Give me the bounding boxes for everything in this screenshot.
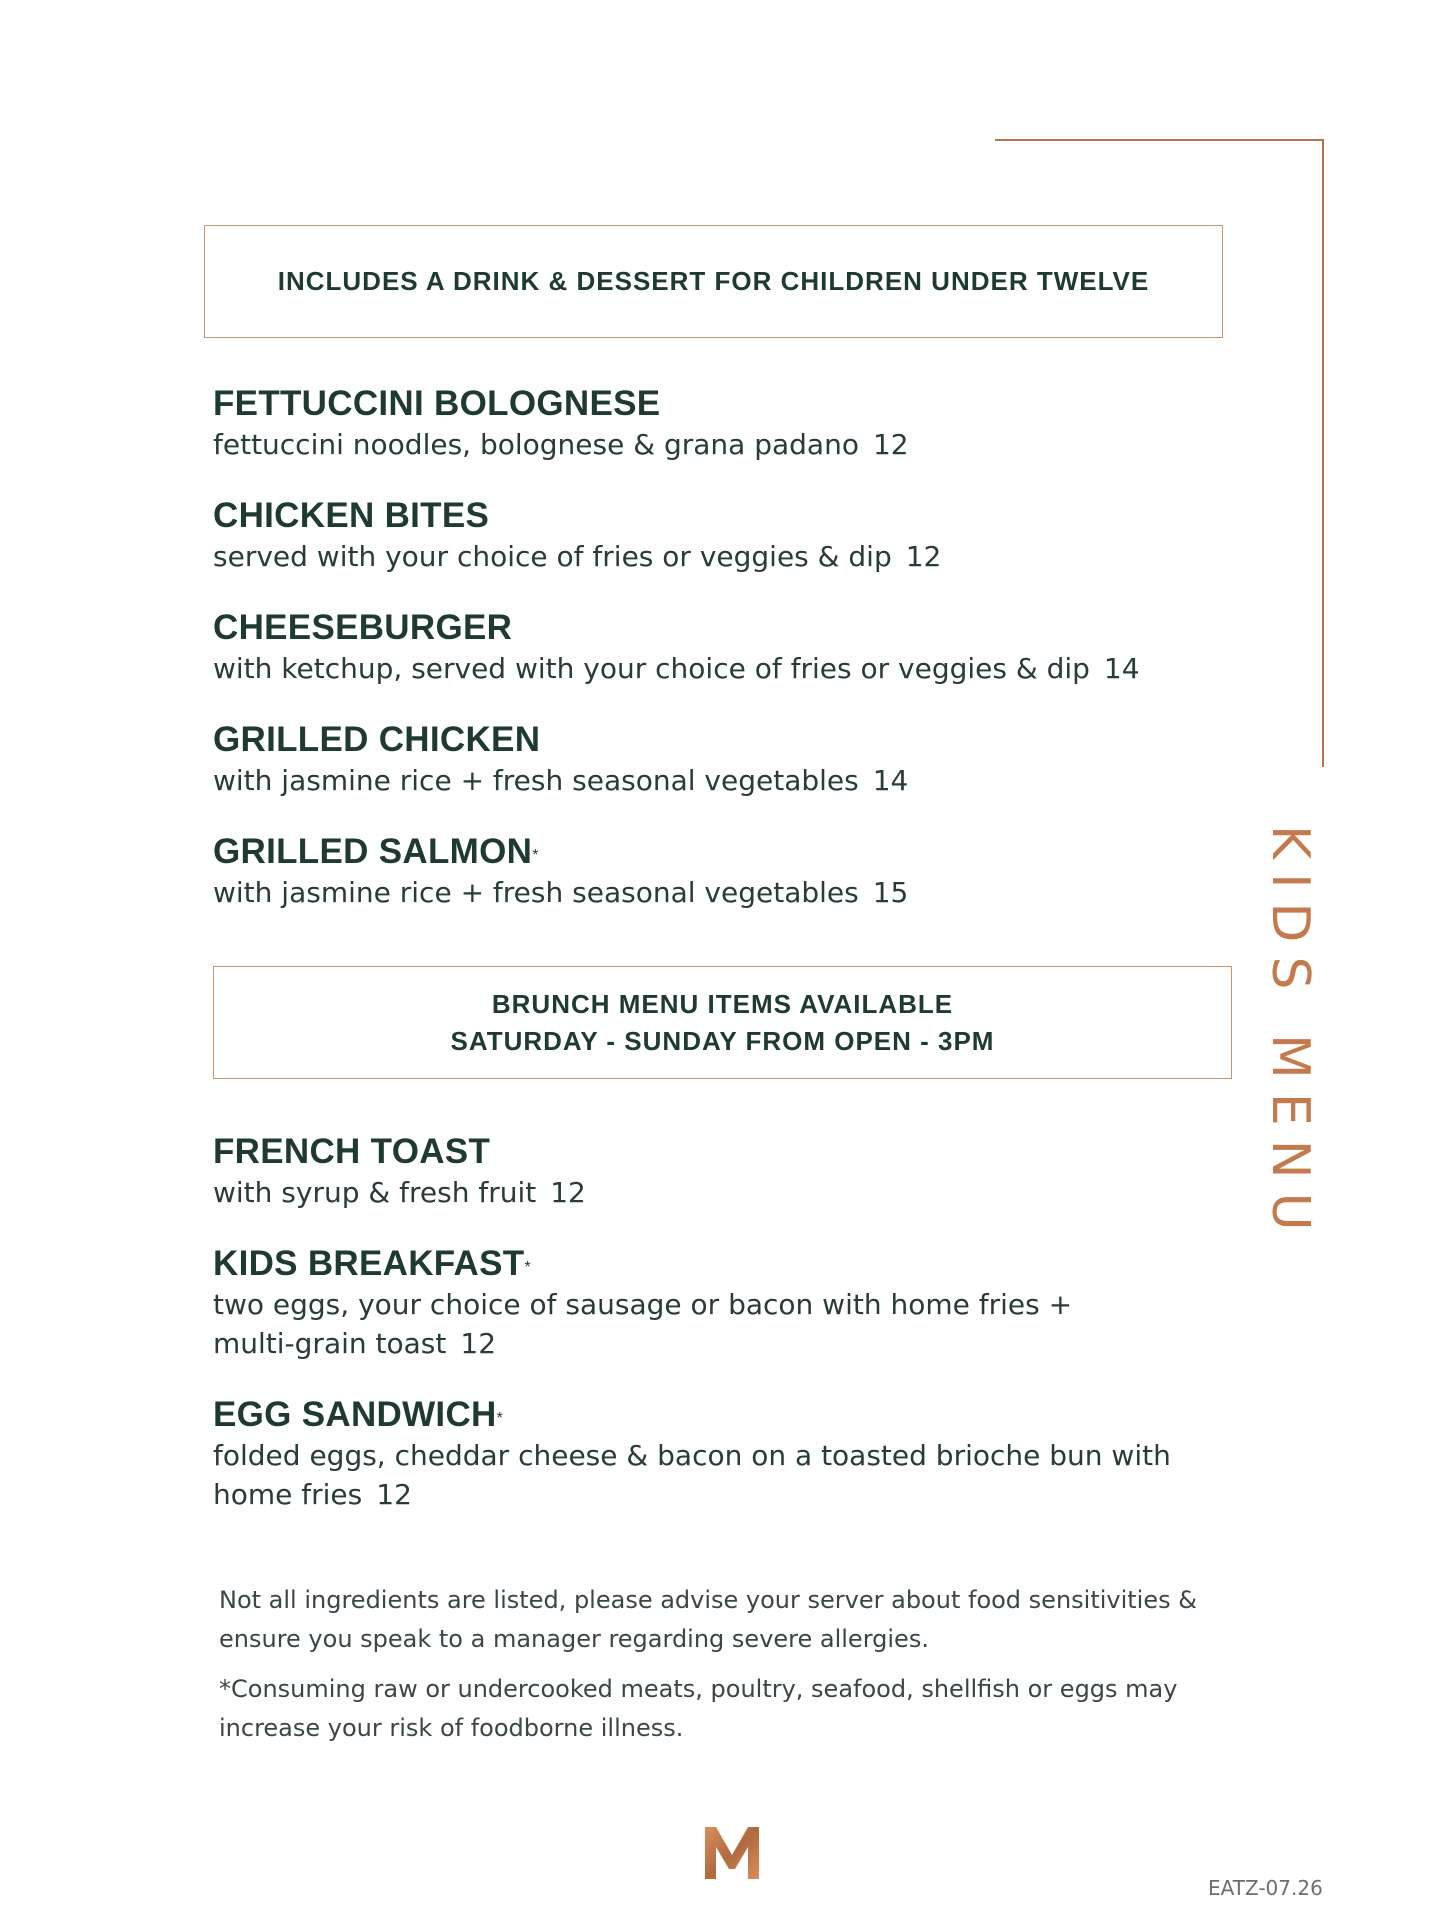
corner-rule-vertical <box>1322 139 1324 767</box>
item-price: 12 <box>550 1176 586 1209</box>
item-desc: served with your choice of fries or veggies & dip <box>213 540 892 573</box>
item-name: FETTUCCINI BOLOGNESE <box>213 384 661 423</box>
item-desc: with jasmine rice + fresh seasonal vegetables <box>213 876 859 909</box>
item-desc: fettuccini noodles, bolognese & grana padano <box>213 428 859 461</box>
item-price: 12 <box>460 1327 497 1360</box>
item-name: CHEESEBURGER <box>213 608 513 647</box>
raw-food-note-line: *Consuming raw or undercooked meats, poultry, seafood, shellfish or eggs may <box>219 1675 1178 1703</box>
item-name: CHICKEN BITES <box>213 496 490 535</box>
item-desc: multi-grain toast <box>213 1327 447 1360</box>
raw-food-note <box>219 1670 1239 1748</box>
allergy-note <box>219 1581 1239 1659</box>
corner-rule-horizontal <box>995 139 1324 141</box>
item-name: EGG SANDWICH <box>213 1395 497 1434</box>
allergy-note-line: ensure you speak to a manager regarding severe allergies. <box>219 1625 929 1653</box>
item-name: FRENCH TOAST <box>213 1132 491 1171</box>
side-title: KIDS MENU <box>1260 825 1320 1245</box>
top-notice-box <box>204 225 1223 338</box>
item-price: 12 <box>376 1478 412 1511</box>
menu-item <box>213 1394 1233 1514</box>
menu-item <box>213 831 1233 912</box>
item-desc: folded eggs, cheddar cheese & bacon on a toasted brioche bun with <box>213 1439 1171 1472</box>
document-code: EATZ-07.26 <box>1208 1876 1323 1900</box>
raw-food-note-line: increase your risk of foodborne illness. <box>219 1714 684 1742</box>
item-star: * <box>496 1410 504 1427</box>
menu-item <box>213 719 1233 800</box>
item-price: 12 <box>905 540 942 573</box>
item-name: KIDS BREAKFAST <box>213 1244 525 1283</box>
item-desc: home fries <box>213 1478 363 1511</box>
brunch-notice-line2: SATURDAY - SUNDAY FROM OPEN - 3PM <box>450 1025 995 1056</box>
item-price: 14 <box>872 764 909 797</box>
item-price: 14 <box>1103 652 1140 685</box>
menu-item <box>213 495 1233 576</box>
item-desc: with ketchup, served with your choice of fries or veggies & dip <box>213 652 1090 685</box>
top-notice-text: INCLUDES A DRINK & DESSERT FOR CHILDREN UNDER TWELVE <box>277 266 1150 296</box>
menu-item <box>213 1243 1233 1363</box>
item-desc: with jasmine rice + fresh seasonal vegetables <box>213 764 859 797</box>
item-name: GRILLED SALMON <box>213 832 533 871</box>
item-desc: two eggs, your choice of sausage or bacon with home fries + <box>213 1288 1073 1321</box>
brunch-notice-box <box>213 966 1232 1079</box>
item-price: 12 <box>872 428 909 461</box>
menu-item <box>213 607 1233 688</box>
item-name: GRILLED CHICKEN <box>213 720 541 759</box>
m-logo-icon <box>703 1825 761 1881</box>
item-price: 15 <box>872 876 909 909</box>
allergy-note-line: Not all ingredients are listed, please advise your server about food sensitivities & <box>219 1586 1197 1614</box>
menu-item <box>213 1131 1233 1212</box>
item-desc: with syrup & fresh fruit <box>213 1176 537 1209</box>
item-star: * <box>524 1259 531 1276</box>
item-star: * <box>532 847 539 864</box>
brunch-notice-line1: BRUNCH MENU ITEMS AVAILABLE <box>491 988 954 1019</box>
menu-item <box>213 383 1233 464</box>
